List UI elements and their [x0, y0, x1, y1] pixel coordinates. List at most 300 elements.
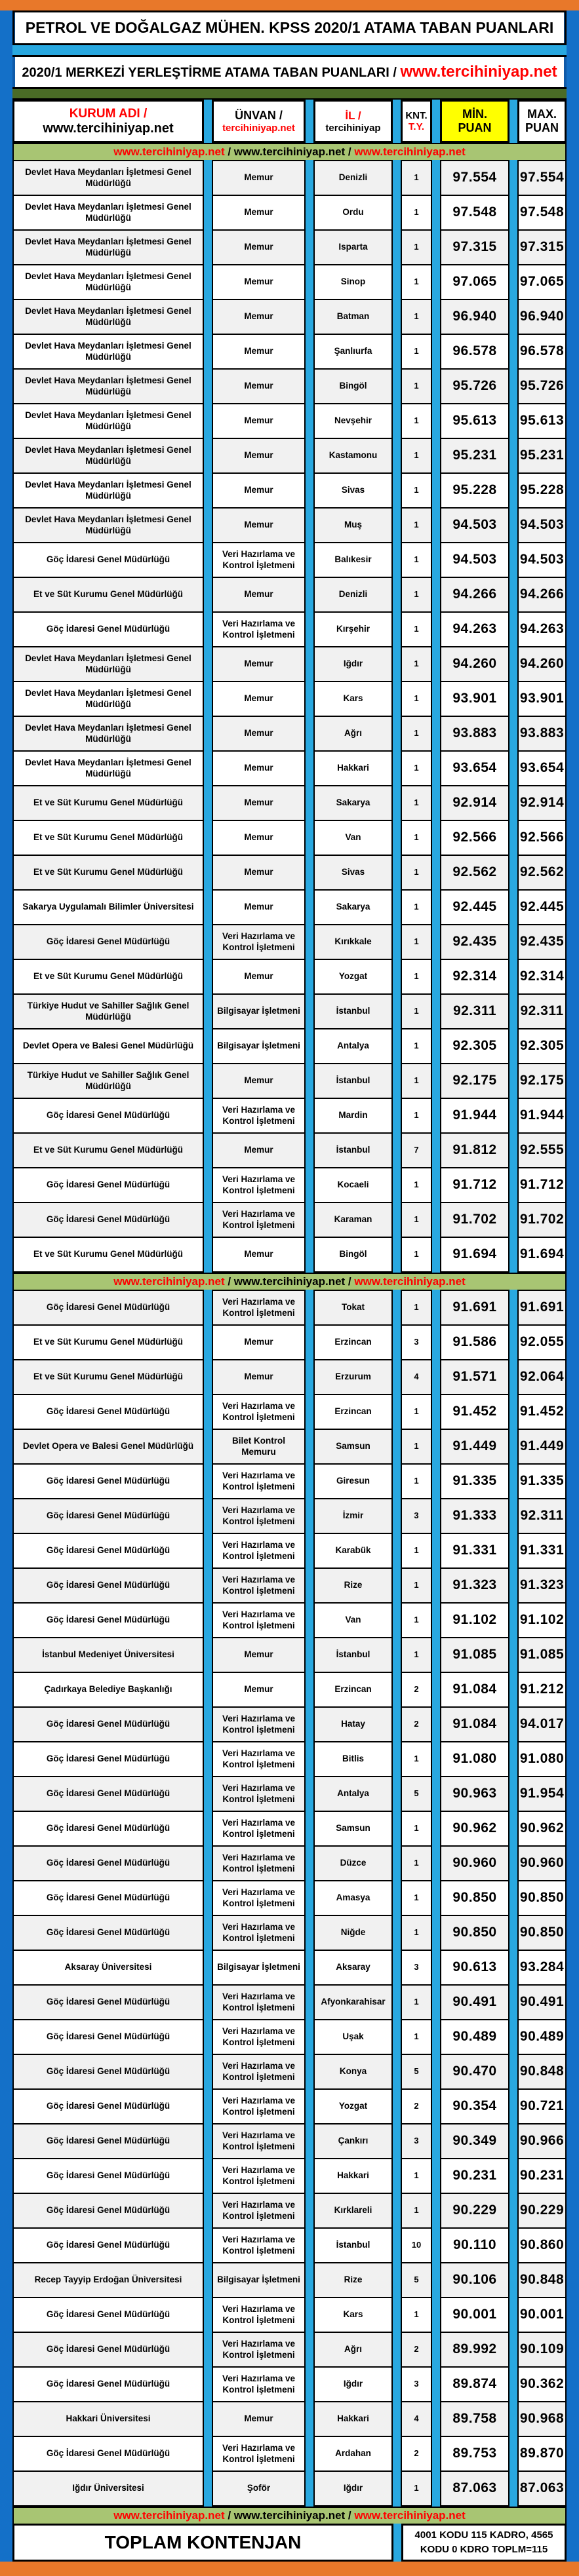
cell-knt: 1	[401, 1811, 432, 1847]
table-row	[12, 1098, 567, 1134]
cell-kurum: Devlet Hava Meydanları İşletmesi Genel Müdürlüğü	[12, 195, 204, 231]
table-row	[12, 1880, 567, 1916]
column-divider	[204, 785, 212, 821]
cell-il: Ağrı	[313, 2332, 393, 2368]
cell-min: 95.231	[440, 438, 509, 474]
separator-url: www.tercihiniyap.net	[233, 2509, 346, 2522]
column-divider	[306, 1324, 313, 1360]
column-divider	[204, 195, 212, 231]
column-divider	[393, 403, 401, 439]
cell-max: 92.555	[517, 1132, 567, 1168]
cell-max: 92.305	[517, 1028, 567, 1064]
table-row	[12, 368, 567, 404]
subtitle-text: 2020/1 MERKEZİ YERLEŞTİRME ATAMA TABAN PUANLARI /	[22, 66, 401, 80]
cell-knt: 2	[401, 2088, 432, 2124]
cell-min: 90.354	[440, 2088, 509, 2124]
table-row	[12, 2332, 567, 2368]
cell-min: 93.883	[440, 716, 509, 752]
cell-min: 94.263	[440, 611, 509, 647]
column-divider	[432, 2297, 440, 2333]
column-divider	[306, 1429, 313, 1465]
column-divider	[509, 1706, 517, 1742]
cell-il: Bingöl	[313, 368, 393, 404]
cell-max: 95.228	[517, 472, 567, 509]
cell-max: 90.860	[517, 2227, 567, 2263]
cell-unvan: Veri Hazırlama ve Kontrol İşletmeni	[212, 542, 306, 578]
cell-min: 90.962	[440, 1811, 509, 1847]
cell-kurum: Göç İdaresi Genel Müdürlüğü	[12, 1290, 204, 1326]
column-divider	[204, 611, 212, 647]
cell-kurum: Göç İdaresi Genel Müdürlüğü	[12, 1498, 204, 1534]
column-divider	[204, 2262, 212, 2298]
column-divider	[306, 1498, 313, 1534]
cell-max: 90.850	[517, 1880, 567, 1916]
column-divider	[393, 1880, 401, 1916]
cell-il: Sinop	[313, 264, 393, 300]
cell-il: Şanlıurfa	[313, 334, 393, 370]
column-divider	[306, 1237, 313, 1273]
cell-max: 92.311	[517, 1498, 567, 1534]
column-divider	[509, 1533, 517, 1569]
cell-kurum: Devlet Hava Meydanları İşletmesi Genel Müdürlüğü	[12, 160, 204, 196]
cell-il: Sakarya	[313, 889, 393, 925]
cell-min: 92.314	[440, 959, 509, 995]
column-divider	[306, 1359, 313, 1395]
column-divider	[204, 1498, 212, 1534]
cell-il: İstanbul	[313, 993, 393, 1029]
table-row	[12, 264, 567, 300]
column-divider	[509, 2019, 517, 2055]
column-divider	[509, 2366, 517, 2402]
table-row	[12, 1637, 567, 1673]
cell-max: 94.263	[517, 611, 567, 647]
column-divider	[204, 1602, 212, 1638]
column-divider	[393, 2470, 401, 2507]
column-divider	[393, 1637, 401, 1673]
column-divider	[204, 2019, 212, 2055]
cell-min: 91.944	[440, 1098, 509, 1134]
table-row	[12, 646, 567, 682]
cell-min: 91.331	[440, 1533, 509, 1569]
cell-knt: 1	[401, 1290, 432, 1326]
column-divider	[204, 750, 212, 786]
column-divider	[306, 403, 313, 439]
column-divider	[393, 1359, 401, 1395]
cell-max: 92.064	[517, 1359, 567, 1395]
column-divider	[432, 403, 440, 439]
cell-kurum: Et ve Süt Kurumu Genel Müdürlüğü	[12, 577, 204, 613]
cell-min: 96.940	[440, 299, 509, 335]
cell-unvan: Memur	[212, 264, 306, 300]
cell-knt: 5	[401, 2262, 432, 2298]
cell-il: Rize	[313, 2262, 393, 2298]
column-divider	[306, 993, 313, 1029]
cell-min: 91.812	[440, 1132, 509, 1168]
column-divider	[432, 2332, 440, 2368]
cell-unvan: Veri Hazırlama ve Kontrol İşletmeni	[212, 1984, 306, 2020]
column-divider	[393, 1706, 401, 1742]
header-il-line1: İL /	[345, 109, 361, 122]
cell-kurum: Devlet Hava Meydanları İşletmesi Genel Müdürlüğü	[12, 334, 204, 370]
column-divider	[393, 1394, 401, 1430]
cell-il: İstanbul	[313, 2227, 393, 2263]
cell-unvan: Veri Hazırlama ve Kontrol İşletmeni	[212, 1811, 306, 1847]
cell-min: 94.260	[440, 646, 509, 682]
cell-unvan: Memur	[212, 1237, 306, 1273]
column-divider	[393, 1132, 401, 1168]
column-divider	[509, 438, 517, 474]
separator-url: www.tercihiniyap.net	[354, 145, 466, 158]
cell-max: 94.266	[517, 577, 567, 613]
column-divider	[204, 889, 212, 925]
column-divider	[204, 1741, 212, 1777]
table-row	[12, 1028, 567, 1064]
column-divider	[306, 1984, 313, 2020]
cell-unvan: Veri Hazırlama ve Kontrol İşletmeni	[212, 1776, 306, 1812]
cell-max: 92.562	[517, 855, 567, 891]
table-row	[12, 2193, 567, 2229]
cell-knt: 1	[401, 1063, 432, 1099]
cell-min: 90.960	[440, 1845, 509, 1881]
column-divider	[306, 2366, 313, 2402]
column-divider	[204, 2088, 212, 2124]
header-min-line1: MİN.	[462, 107, 487, 121]
cell-max: 93.901	[517, 681, 567, 717]
column-divider	[432, 1167, 440, 1203]
cell-knt: 1	[401, 1167, 432, 1203]
column-divider	[306, 1811, 313, 1847]
cell-min: 97.315	[440, 229, 509, 265]
column-divider	[306, 1706, 313, 1742]
cell-knt: 1	[401, 1741, 432, 1777]
cell-min: 90.110	[440, 2227, 509, 2263]
cell-il: Antalya	[313, 1776, 393, 1812]
column-divider	[432, 577, 440, 613]
cell-il: Denizli	[313, 160, 393, 196]
cell-il: Rize	[313, 1567, 393, 1604]
cell-max: 91.694	[517, 1237, 567, 1273]
column-divider	[509, 924, 517, 960]
column-divider	[393, 959, 401, 995]
column-divider	[509, 1167, 517, 1203]
cell-kurum: Göç İdaresi Genel Müdürlüğü	[12, 1706, 204, 1742]
cell-max: 91.323	[517, 1567, 567, 1604]
cell-min: 89.758	[440, 2401, 509, 2437]
cell-max: 90.231	[517, 2158, 567, 2194]
table-row	[12, 1915, 567, 1951]
column-divider	[432, 2158, 440, 2194]
separator-url: www.tercihiniyap.net	[113, 1275, 225, 1288]
cell-kurum: Türkiye Hudut ve Sahiller Sağlık Genel Müdürlüğü	[12, 993, 204, 1029]
website-separator-bar	[12, 2507, 567, 2525]
cell-min: 90.001	[440, 2297, 509, 2333]
column-divider	[432, 611, 440, 647]
table-row	[12, 2366, 567, 2402]
column-divider	[432, 160, 440, 196]
subtitle-website-url: www.tercihiniyap.net	[400, 63, 557, 81]
separator-url: /	[224, 1275, 234, 1288]
cell-knt: 1	[401, 368, 432, 404]
cell-kurum: Et ve Süt Kurumu Genel Müdürlüğü	[12, 785, 204, 821]
cell-max: 97.065	[517, 264, 567, 300]
column-divider	[393, 334, 401, 370]
cell-knt: 1	[401, 507, 432, 543]
table-row	[12, 472, 567, 509]
column-divider	[432, 472, 440, 509]
table-row	[12, 1167, 567, 1203]
column-divider	[509, 855, 517, 891]
cell-max: 90.109	[517, 2332, 567, 2368]
cell-unvan: Memur	[212, 1637, 306, 1673]
cell-knt: 1	[401, 855, 432, 891]
cell-unvan: Memur	[212, 889, 306, 925]
column-divider	[432, 195, 440, 231]
column-divider	[432, 716, 440, 752]
cell-knt: 1	[401, 1533, 432, 1569]
cell-unvan: Veri Hazırlama ve Kontrol İşletmeni	[212, 2366, 306, 2402]
column-divider	[509, 1098, 517, 1134]
cell-kurum: Göç İdaresi Genel Müdürlüğü	[12, 2227, 204, 2263]
column-divider	[204, 1429, 212, 1465]
column-divider	[509, 820, 517, 856]
table-row	[12, 1845, 567, 1881]
cell-knt: 1	[401, 2297, 432, 2333]
column-divider	[204, 507, 212, 543]
column-divider	[393, 889, 401, 925]
cell-max: 92.914	[517, 785, 567, 821]
column-divider	[204, 577, 212, 613]
cell-il: Erzincan	[313, 1394, 393, 1430]
column-divider	[306, 2158, 313, 2194]
column-divider	[393, 924, 401, 960]
cell-min: 91.449	[440, 1429, 509, 1465]
cell-knt: 1	[401, 924, 432, 960]
table-row	[12, 438, 567, 474]
column-divider	[393, 1915, 401, 1951]
column-divider	[509, 264, 517, 300]
cell-min: 90.349	[440, 2123, 509, 2159]
table-row	[12, 1602, 567, 1638]
cell-min: 92.311	[440, 993, 509, 1029]
cell-unvan: Veri Hazırlama ve Kontrol İşletmeni	[212, 1167, 306, 1203]
cell-knt: 1	[401, 438, 432, 474]
cell-max: 90.850	[517, 1915, 567, 1951]
cell-min: 90.106	[440, 2262, 509, 2298]
cell-unvan: Şoför	[212, 2470, 306, 2507]
cell-il: Van	[313, 1602, 393, 1638]
column-divider	[306, 2019, 313, 2055]
column-divider	[204, 1811, 212, 1847]
column-divider	[393, 2088, 401, 2124]
cell-il: Ordu	[313, 195, 393, 231]
table-row	[12, 1463, 567, 1499]
column-divider	[509, 507, 517, 543]
column-divider	[432, 1567, 440, 1604]
column-divider	[509, 1637, 517, 1673]
table-row	[12, 959, 567, 995]
cell-min: 91.691	[440, 1290, 509, 1326]
column-divider	[393, 264, 401, 300]
cell-kurum: Göç İdaresi Genel Müdürlüğü	[12, 924, 204, 960]
cell-min: 87.063	[440, 2470, 509, 2507]
column-divider	[432, 1498, 440, 1534]
column-divider	[204, 1533, 212, 1569]
header-kurum-line1: KURUM ADI /	[69, 106, 148, 121]
cell-unvan: Memur	[212, 2401, 306, 2437]
separator-slash: /	[345, 2509, 355, 2522]
column-divider	[509, 2297, 517, 2333]
cell-knt: 1	[401, 264, 432, 300]
cell-knt: 2	[401, 1706, 432, 1742]
table-row	[12, 1394, 567, 1430]
column-divider	[204, 2297, 212, 2333]
column-divider	[306, 2123, 313, 2159]
cell-il: Aksaray	[313, 1950, 393, 1986]
cell-max: 96.578	[517, 334, 567, 370]
cell-il: Nevşehir	[313, 403, 393, 439]
column-divider	[509, 1811, 517, 1847]
cell-il: Muş	[313, 507, 393, 543]
column-header-min-puan	[440, 100, 509, 143]
cell-knt: 1	[401, 1915, 432, 1951]
cell-max: 91.080	[517, 1741, 567, 1777]
column-divider	[306, 959, 313, 995]
column-divider	[509, 1950, 517, 1986]
column-divider	[509, 1984, 517, 2020]
cell-kurum: Göç İdaresi Genel Müdürlüğü	[12, 611, 204, 647]
column-divider	[509, 1498, 517, 1534]
table-row	[12, 1237, 567, 1273]
cell-il: Sakarya	[313, 785, 393, 821]
cell-min: 92.435	[440, 924, 509, 960]
cell-unvan: Memur	[212, 403, 306, 439]
table-row	[12, 1324, 567, 1360]
cell-unvan: Memur	[212, 750, 306, 786]
column-divider	[204, 100, 212, 143]
column-divider	[432, 1290, 440, 1326]
table-row	[12, 2227, 567, 2263]
cell-kurum: Devlet Hava Meydanları İşletmesi Genel Müdürlüğü	[12, 750, 204, 786]
cell-unvan: Memur	[212, 577, 306, 613]
cell-unvan: Memur	[212, 820, 306, 856]
table-row	[12, 299, 567, 335]
column-divider	[204, 1290, 212, 1326]
column-divider	[509, 472, 517, 509]
cell-max: 91.335	[517, 1463, 567, 1499]
cell-min: 90.229	[440, 2193, 509, 2229]
cell-kurum: Göç İdaresi Genel Müdürlüğü	[12, 1167, 204, 1203]
cell-knt: 3	[401, 2366, 432, 2402]
table-row	[12, 1498, 567, 1534]
column-divider	[306, 1463, 313, 1499]
column-divider	[204, 438, 212, 474]
cell-knt: 2	[401, 2332, 432, 2368]
column-divider	[204, 229, 212, 265]
column-divider	[306, 1132, 313, 1168]
cell-kurum: Göç İdaresi Genel Müdürlüğü	[12, 1202, 204, 1238]
cell-il: Kırşehir	[313, 611, 393, 647]
cell-knt: 1	[401, 1098, 432, 1134]
cell-il: Isparta	[313, 229, 393, 265]
cell-kurum: Et ve Süt Kurumu Genel Müdürlüğü	[12, 1359, 204, 1395]
cell-il: Çankırı	[313, 2123, 393, 2159]
column-divider	[306, 889, 313, 925]
cell-max: 90.848	[517, 2262, 567, 2298]
cell-unvan: Bilet Kontrol Memuru	[212, 1429, 306, 1465]
column-divider	[509, 334, 517, 370]
table-row	[12, 542, 567, 578]
cell-min: 96.578	[440, 334, 509, 370]
cell-il: Kırklareli	[313, 2193, 393, 2229]
cell-kurum: Göç İdaresi Genel Müdürlüğü	[12, 542, 204, 578]
website-separator-bar	[12, 143, 567, 161]
cell-min: 89.874	[440, 2366, 509, 2402]
cell-max: 94.503	[517, 507, 567, 543]
header-knt-line1: KNT.	[405, 110, 428, 121]
separator-url: www.tercihiniyap.net	[113, 145, 225, 158]
column-divider	[306, 1637, 313, 1673]
column-divider	[509, 1602, 517, 1638]
cell-unvan: Veri Hazırlama ve Kontrol İşletmeni	[212, 2297, 306, 2333]
cell-il: Karaman	[313, 1202, 393, 1238]
cell-kurum: Et ve Süt Kurumu Genel Müdürlüğü	[12, 820, 204, 856]
cell-knt: 1	[401, 681, 432, 717]
cell-max: 97.315	[517, 229, 567, 265]
cell-il: Tokat	[313, 1290, 393, 1326]
table-row	[12, 2262, 567, 2298]
column-divider	[509, 1132, 517, 1168]
column-divider	[509, 542, 517, 578]
cell-unvan: Veri Hazırlama ve Kontrol İşletmeni	[212, 1706, 306, 1742]
cell-kurum: Et ve Süt Kurumu Genel Müdürlüğü	[12, 1324, 204, 1360]
cell-knt: 1	[401, 889, 432, 925]
column-divider	[393, 2401, 401, 2437]
column-divider	[509, 2123, 517, 2159]
cell-il: Kastamonu	[313, 438, 393, 474]
cell-max: 93.654	[517, 750, 567, 786]
column-divider	[306, 2262, 313, 2298]
column-divider	[306, 160, 313, 196]
column-divider	[204, 2054, 212, 2090]
cell-knt: 5	[401, 2054, 432, 2090]
column-divider	[393, 1776, 401, 1812]
cell-unvan: Bilgisayar İşletmeni	[212, 993, 306, 1029]
column-divider	[432, 993, 440, 1029]
table-row	[12, 1063, 567, 1099]
cell-max: 90.001	[517, 2297, 567, 2333]
table-row	[12, 681, 567, 717]
cell-il: Afyonkarahisar	[313, 1984, 393, 2020]
cell-knt: 4	[401, 1359, 432, 1395]
column-divider	[393, 299, 401, 335]
column-divider	[306, 785, 313, 821]
column-divider	[393, 2054, 401, 2090]
cell-unvan: Veri Hazırlama ve Kontrol İşletmeni	[212, 1463, 306, 1499]
column-divider	[204, 1637, 212, 1673]
cell-max: 92.445	[517, 889, 567, 925]
cell-max: 95.613	[517, 403, 567, 439]
column-divider	[509, 1324, 517, 1360]
cell-knt: 1	[401, 1429, 432, 1465]
table-row	[12, 2019, 567, 2055]
column-divider	[509, 681, 517, 717]
cell-knt: 1	[401, 646, 432, 682]
cell-unvan: Veri Hazırlama ve Kontrol İşletmeni	[212, 2019, 306, 2055]
cell-unvan: Veri Hazırlama ve Kontrol İşletmeni	[212, 1915, 306, 1951]
column-divider	[393, 2193, 401, 2229]
cell-unvan: Veri Hazırlama ve Kontrol İşletmeni	[212, 2054, 306, 2090]
cell-kurum: İstanbul Medeniyet Üniversitesi	[12, 1637, 204, 1673]
